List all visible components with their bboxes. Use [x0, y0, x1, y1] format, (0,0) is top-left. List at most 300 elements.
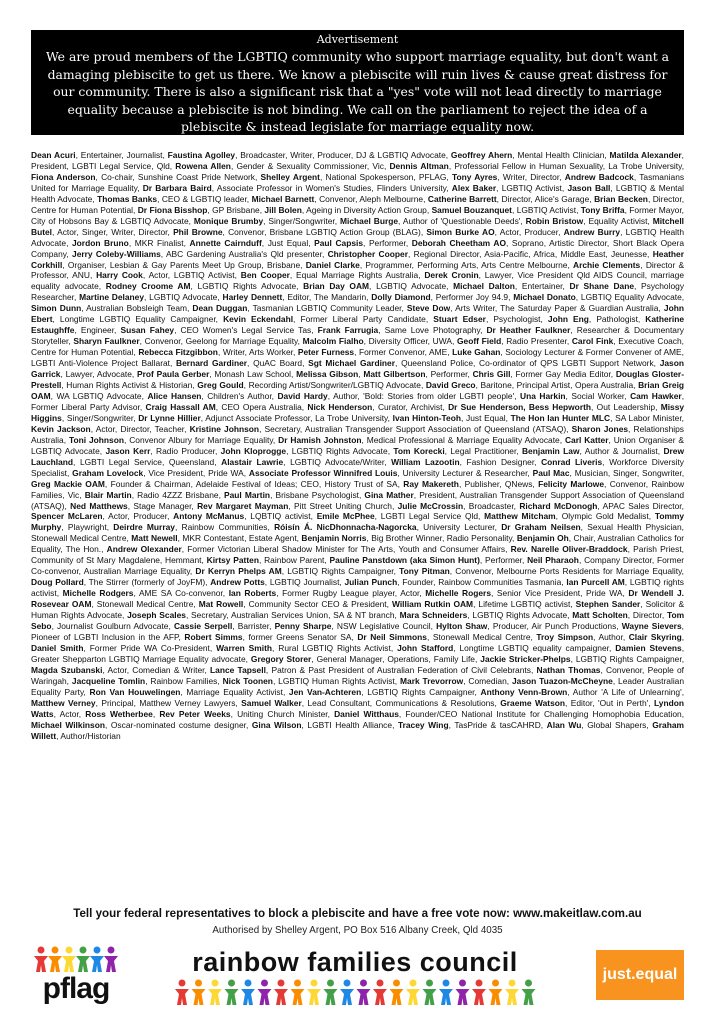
signatory-name: Frank Farrugia: [317, 325, 379, 336]
signatory-entry: Mitchell Butel, Actor, Singer, Writer, Director,: [31, 215, 685, 237]
signatory-entry: Prof Paula Gerber, Monash Law School,: [137, 369, 297, 380]
signatory-entry: Matthew Verney, Principal, Matthew Verney Lawyers,: [31, 697, 242, 708]
signatory-name: Felicity Marlowe: [538, 478, 605, 489]
figure-head: [66, 947, 73, 954]
signatory-entry: The Hon Ian Hunter MLC, SA Labor Minister,: [510, 412, 684, 423]
figure-body: [489, 989, 503, 1005]
signatory-description: Stage Manager: [133, 500, 192, 511]
signatory-entry: Rebecca Fitzgibbon, Writer, Arts Worker,: [138, 347, 298, 358]
figure-body: [104, 956, 118, 972]
signatory-entry: Michael Dalton, Entertainer,: [453, 281, 570, 292]
signatory-description: Former Gay Media Editor: [515, 369, 611, 380]
signatory-name: Rebecca Fitzgibbon: [138, 347, 218, 358]
signatory-entry: William Lazootin, Fashion Designer,: [391, 456, 542, 467]
signatory-name: Troy Simpson: [536, 631, 594, 642]
signatory-entry: Ray Makereth, Publisher, QNews,: [403, 478, 539, 489]
figure-body: [208, 989, 222, 1005]
signatory-name: Stuart Edser: [433, 314, 486, 325]
logo-strip: [0, 945, 715, 1010]
signatory-name: Paul Martin: [224, 489, 271, 500]
signatory-description: Actor, Producer: [108, 511, 168, 522]
figure-body: [324, 989, 338, 1005]
signatory-entry: Gina Wilson, LGBTI Health Alliance,: [251, 719, 398, 730]
signatory-description: Psychology Researcher: [31, 281, 685, 303]
signatory-description: Former Liberal Party Candidate: [300, 314, 426, 325]
advertisement-text: We are proud members of the LGBTIQ community who support marriage equality, but don't want a damaging plebiscite to get us there. We know a plebiscite will ruin lives & cause great distress for our community. There is also a significant risk that a "yes" vote will not lead directly to marriage equality because a plebiscite is not binding. We call on the parliament to reject the idea of a plebiscite & instead legislate for marriage equality now.: [45, 49, 670, 135]
signatory-description: Performer: [485, 555, 522, 566]
signatory-entry: Stuart Edser, Psychologist,: [433, 314, 548, 325]
signatory-entry: Jill Bolen, Ageing in Diversity Action Group,: [264, 204, 432, 215]
signatory-entry: Samuel Walker, Lead Consultant, Communications & Resolutions,: [241, 697, 501, 708]
rainbow-people-chain-icon: [170, 978, 540, 1008]
signatory-description: Olympic Gold Medalist: [561, 511, 649, 522]
signatory-description: General Manager, Operations, Family Life: [316, 653, 475, 664]
signatory-entry: Associate Professor Winnifred Louis, University Lecturer & Researcher,: [248, 467, 533, 478]
signatory-description: LQBTIQ activist: [250, 511, 311, 522]
signatory-entry: Antony McManus, LQBTIQ activist,: [173, 511, 317, 522]
figure-body: [225, 989, 239, 1005]
signatory-entry: Rev Margaret Mayman, Pitt Street Uniting Church,: [197, 500, 398, 511]
signatory-entry: Kirtsy Patten, Rainbow Parent,: [206, 555, 330, 566]
signatory-name: Malcolm Fialho: [302, 336, 364, 347]
signatory-description: Programmer, Performing Arts, Arts Centre Melbourne: [365, 259, 568, 270]
signatory-entry: Andrew Olexander, Former Victorian Liberal Shadow Minister for The Arts, Youth and Consumer Affairs,: [106, 544, 511, 555]
signatory-description: Author: [598, 631, 623, 642]
signatory-description: Recording Artist/Songwriter/LGBTIQ Advocate: [248, 380, 421, 391]
signatory-name: Melissa Gibson: [296, 369, 359, 380]
signatory-description: Director, Alice's Garage: [501, 193, 590, 204]
signatory-description: Radio Producer: [156, 445, 215, 456]
signatory-name: Cam Hawker: [630, 390, 682, 401]
signatory-name: Dr Sue Henderson, Bess Hepworth: [448, 401, 592, 412]
signatory-description: Musician, Singer, Songwriter: [574, 467, 682, 478]
signatory-description: Pathologist: [596, 314, 638, 325]
signatory-entry: Matthew Mitcham, Olympic Gold Medalist,: [484, 511, 655, 522]
signatory-name: Tracey Wing: [397, 719, 449, 730]
signatory-name: Joseph Scales: [127, 610, 186, 621]
signatory-name: David Greco: [425, 380, 476, 391]
signatory-description: Author & Journalist: [584, 445, 658, 456]
signatory-name: Andrew Burry: [563, 226, 621, 237]
signatory-entry: Deborah Cheetham AO, Soprano, Artistic Director, Short Black Opera Company,: [31, 237, 684, 259]
signatory-entry: Tom Korecki, Legal Practitioner,: [393, 445, 522, 456]
signatory-entry: Carl Katter, Union Organiser & LGBTIQ Advocate,: [31, 434, 685, 456]
signatory-description: Executive Coach, Centre for Human Potential: [31, 336, 685, 358]
signatory-name: Hylton Shaw: [436, 620, 488, 631]
signatory-entry: Gregory Storer, General Manager, Operations, Family Life,: [250, 653, 481, 664]
signatory-description: Just Equal: [466, 412, 506, 423]
signatory-description: Actor, Singer, Writer, Director: [57, 226, 168, 237]
signatory-entry: Cam Hawker, Former Liberal Party Advisor,: [31, 390, 685, 412]
signatory-description: Global Shapers: [587, 719, 647, 730]
figure-head: [179, 980, 186, 987]
signatory-name: Jason Garrick: [31, 358, 684, 380]
signatory-description: Workforce Diversity Specialist: [31, 456, 685, 478]
signatory-name: Rev. Narelle Oliver-Braddock: [510, 544, 628, 555]
signatory-entry: Dr Hamish Johnston, Medical Professional & Marriage Equality Advocate,: [278, 434, 565, 445]
figure-head: [80, 947, 87, 954]
signatory-description: Entertainer, Journalist: [80, 150, 163, 160]
signatory-description: Solicitor & Human Rights Advocate: [31, 599, 685, 621]
signatory-name: Daniel Smith: [31, 642, 84, 653]
signatory-entry: Warren Smith, Rural LGBTIQ Rights Activist,: [216, 642, 398, 653]
signatory-name: Deborah Cheetham AO: [411, 237, 506, 248]
signatory-entry: Matilda Alexander, President, LGBTI Legal Service, Qld,: [31, 150, 685, 171]
signatory-description: Author/Historian: [60, 730, 121, 741]
signatory-name: Michelle Rogers: [425, 588, 491, 599]
advertisement-label: Advertisement: [316, 33, 399, 46]
signatory-name: Christopher Cooper: [327, 248, 408, 259]
signatory-entry: Graeme Watson, Editor, 'Out in Perth',: [500, 697, 654, 708]
signatory-name: Craig Hassall AM: [145, 401, 216, 412]
signatory-name: John Kloprogge: [220, 445, 287, 456]
signatory-description: Writer, Director: [502, 171, 560, 182]
signatory-name: Cassie Serpell: [173, 620, 233, 631]
figure-head: [245, 980, 252, 987]
signatory-description: Social Worker: [571, 390, 625, 401]
signatory-description: Tasmanians United for Marriage Equality: [31, 171, 685, 193]
signatory-name: Richard McDonogh: [519, 500, 598, 511]
signatory-description: Senior Vice President, Pride WA: [496, 588, 623, 599]
signatory-description: Director & Professor, ANU: [31, 259, 685, 281]
signatory-name: Nick Henderson: [307, 401, 373, 412]
signatory-description: Founder/CEO National Institute for Challenging Homophobia Education: [405, 708, 682, 719]
figure-head: [228, 980, 235, 987]
signatory-entry: Rodney Croome AM, LGBTIQ Rights Advocate,: [105, 281, 304, 292]
signatory-entry: John Ebert, Longtime LGBTIQ Equality Campaigner,: [31, 303, 684, 325]
signatory-description: Parish Priest, Community of St Mary Magdalene, Hemmant: [31, 544, 684, 566]
signatory-name: Jackie Stricker-Phelps: [480, 653, 571, 664]
signatory-description: Fashion Designer: [466, 456, 535, 467]
signatory-name: Alastair Lawrie: [221, 456, 284, 467]
figure-body: [340, 989, 354, 1005]
signatory-description: Professorial Fellow in Human Sexuality, La Trobe University: [454, 160, 682, 171]
signatory-description: Lead Consultant, Communications & Resolutions: [307, 697, 495, 708]
signatory-description: Actor, LGBTIQ Activist: [148, 270, 235, 281]
signatory-entry: Benjamin Norris, Big Brother Winner, Radio Personality,: [301, 533, 517, 544]
figure-body: [48, 956, 62, 972]
signatory-name: Fiona Anderson: [31, 171, 96, 182]
figure-body: [522, 989, 536, 1005]
signatory-name: Alex Baker: [451, 182, 497, 193]
signatory-entry: Matt Newell, MKR Contestant, Estate Agent,: [131, 533, 302, 544]
signatory-name: Lance Tapsell: [210, 664, 266, 675]
figure-head: [278, 980, 285, 987]
signatory-description: The Stirrer (formerly of JoyFM): [88, 577, 206, 588]
signatory-name: Katherine Estaughffe: [31, 314, 685, 336]
signatory-entry: Anthony Venn-Brown, Author 'A Life of Unlearning',: [480, 686, 685, 697]
signatory-entry: Stephen Sander, Solicitor & Human Rights Advocate,: [31, 599, 685, 621]
signatory-description: Journalist Goulburn Advocate: [57, 620, 169, 631]
signatory-description: Lawyer, Vice President Qld AIDS Council, marriage equality advocate: [31, 270, 685, 292]
signatory-name: Shelley Argent: [260, 171, 320, 182]
signatory-description: Performer: [368, 237, 406, 248]
signatory-name: Toni Johnson: [68, 434, 124, 445]
signatory-description: Barrister: [237, 620, 270, 631]
signatory-entry: Paul Capsis, Performer,: [314, 237, 412, 248]
signatory-entry: Toni Johnson, Convenor Albury for Marriage Equality,: [68, 434, 279, 445]
signatory-name: Benjamin Norris: [301, 533, 367, 544]
signatory-name: David Hardy: [277, 390, 328, 401]
signatory-name: Robin Bristow: [525, 215, 584, 226]
signatory-description: Lifetime LGBTIQ activist: [478, 599, 571, 610]
signatory-description: Australian Bobsleigh Team: [86, 303, 188, 314]
call-to-action: Tell your federal representatives to block a plebiscite and have a free vote now: www.makeitlaw.com.au: [73, 907, 642, 920]
figure-body: [439, 989, 453, 1005]
signatory-entry: Alastair Lawrie, LGBTIQ Advocate/Writer,: [221, 456, 392, 467]
signatory-name: Mark Trevorrow: [400, 675, 464, 686]
signatory-entry: Rev. Narelle Oliver-Braddock, Parish Priest, Community of St Mary Magdalene, Hemmant,: [31, 544, 684, 566]
signatory-entry: Damien Stevens, Greater Shepparton LGBTIQ Marriage Equality advocate,: [31, 642, 685, 664]
signatory-description: LGBTIQ Health Advocate: [31, 226, 685, 248]
signatory-entry: Kristine Johnson, Secretary, Australian Transgender Support Association of Queensland (ATSAQ),: [189, 423, 572, 434]
figure-head: [443, 980, 450, 987]
signatory-entry: Julian Punch, Founder, Rainbow Communities Tasmania,: [344, 577, 567, 588]
signatory-entry: Bernard Gardiner, QuAC Board,: [176, 358, 309, 369]
signatory-name: Alan Wu: [546, 719, 582, 730]
signatory-name: Dr Fiona Bisshop: [137, 204, 208, 215]
signatory-description: LGBTIQ Rights Campaigner: [367, 686, 475, 697]
signatory-name: Ron Van Houwelingen: [89, 686, 181, 697]
signatory-name: Andrew Olexander: [106, 544, 182, 555]
signatory-description: President, Australian Transgender Support Association of Queensland (ATSAQ): [31, 489, 685, 511]
signatory-entry: Susan Fahey, CEO Women's Legal Service Tas,: [120, 325, 318, 336]
signatory-name: Jen Van-Achteren: [288, 686, 362, 697]
signatory-description: Stonewall Medical Centre: [96, 599, 194, 610]
signatory-name: Kirtsy Patten: [206, 555, 259, 566]
signatory-description: Psychologist: [493, 314, 541, 325]
signatory-entry: Mark Trevorrow, Comedian,: [400, 675, 512, 686]
signatory-entry: Dolly Diamond, Performer Joy 94.9,: [371, 292, 514, 303]
signatory-description: LGBTIQ Activist: [501, 182, 562, 193]
signatory-entry: Catherine Barrett, Director, Alice's Garage,: [427, 193, 595, 204]
figure-head: [509, 980, 516, 987]
signatory-entry: Dr Lynne Hillier, Adjunct Associate Professor, La Trobe University,: [138, 412, 393, 423]
signatory-name: Kevin Eckendahl: [223, 314, 294, 325]
figure-head: [360, 980, 367, 987]
pflag-wordmark: pflag: [42, 972, 110, 1005]
figure-head: [426, 980, 433, 987]
figure-head: [94, 947, 101, 954]
figure-head: [393, 980, 400, 987]
signatory-description: Gender & Sexuality Commissioner, Vic: [236, 160, 384, 171]
figure-body: [258, 989, 272, 1005]
rainbow-families-wordmark: rainbow families council: [192, 947, 518, 977]
signatory-name: William Rutkin OAM: [391, 599, 474, 610]
signatory-entry: Michael Barnett, Convenor, Aleph Melbourne,: [251, 193, 428, 204]
signatory-description: CEO & LGBTIQ leader: [161, 193, 247, 204]
signatory-description: Publisher, QNews: [464, 478, 533, 489]
signatory-name: Carol Fink: [571, 336, 614, 347]
signatory-description: AME SA Co-convenor: [138, 588, 223, 599]
signatory-entry: Michelle Rogers, Senior Vice President, Pride WA,: [425, 588, 629, 599]
signatory-name: Michael Dalton: [453, 281, 515, 292]
signatory-description: Founder & Chairman, Adelaide Festival of Ideas; CEO, History Trust of SA: [110, 478, 398, 489]
signatory-name: Ned Matthews: [70, 500, 128, 511]
signatory-description: Same Love Photography: [384, 325, 481, 336]
signatory-entry: Tony Briffa, Former Mayor, City of Hobsons Bay & LGBTIQ Advocate,: [31, 204, 684, 226]
signatory-description: Radio 4ZZZ Brisbane: [137, 489, 219, 500]
signatory-name: Sgt Michael Gardiner: [308, 358, 396, 369]
signatory-entry: Dr Heather Faulkner, Researcher & Documentary Storyteller,: [31, 325, 684, 347]
signatory-name: Paul Capsis: [314, 237, 364, 248]
signatory-name: Harry Cook: [96, 270, 143, 281]
signatory-name: Dr Kerryn Phelps AM: [195, 566, 282, 577]
signatory-entry: Lance Tapsell, Patron & Past President of Australian Federation of Civil Celebrants,: [210, 664, 537, 675]
signatory-description: Convenor, Brisbane LGBTIQ Action Group (BLAG): [228, 226, 421, 237]
signatory-entry: Wayne Sievers, Pioneer of LGBTI Inclusion in the AFP,: [31, 620, 684, 642]
figure-head: [212, 980, 219, 987]
signatory-entry: Conrad Liveris, Workforce Diversity Specialist,: [31, 456, 685, 478]
figure-head: [108, 947, 115, 954]
signatory-description: Author 'A Life of Unlearning': [572, 686, 682, 697]
signatory-entry: Nathan Thomas, Convenor, People of Waringah,: [31, 664, 685, 686]
signatory-name: Julian Punch: [344, 577, 398, 588]
signatory-name: Monique Brumby: [193, 215, 264, 226]
figure-body: [34, 956, 48, 972]
signatory-description: Editor, 'Out in Perth': [570, 697, 649, 708]
signatory-entry: Monique Brumby, Singer/Songwriter,: [193, 215, 340, 226]
signatory-entry: Deirdre Murray, Rainbow Communities,: [113, 522, 275, 533]
signatory-name: Geoff Field: [456, 336, 502, 347]
signatory-name: Dr Wendell J. Rosevear OAM: [31, 588, 684, 610]
signatory-entry: John Eng, Pathologist,: [547, 314, 646, 325]
signatory-name: Jill Bolen: [264, 204, 302, 215]
signatory-entry: Ron Van Houwelingen, Marriage Equality Activist,: [89, 686, 289, 697]
signatory-description: Union Organiser & LGBTIQ Advocate: [31, 434, 685, 456]
signatory-name: Gina Wilson: [251, 719, 302, 730]
signatory-entry: Steve Dow, Arts Writer, The Saturday Paper & Guardian Australia,: [406, 303, 664, 314]
signatory-description: Convenor, Rainbow Families, Vic: [31, 478, 685, 500]
signatory-entry: Cassie Serpell, Barrister,: [173, 620, 275, 631]
figure-body: [62, 956, 76, 972]
figure-body: [406, 989, 420, 1005]
signatory-entry: Blair Martin, Radio 4ZZZ Brisbane,: [84, 489, 224, 500]
figure-body: [291, 989, 305, 1005]
signatory-name: Lyndon Watts: [31, 697, 685, 719]
signatory-entry: Heather Corkhill, Organiser, Lesbian & Gay Parents Meet Up Group, Brisbane,: [31, 248, 685, 270]
signatory-entry: Kevin Jackson, Actor, Director, Teacher,: [31, 423, 190, 434]
signatory-entry: Gina Mather, President, Australian Transgender Support Association of Queensland (ATSAQ),: [31, 489, 685, 511]
signatory-entry: Benjamin Law, Author & Journalist,: [521, 445, 664, 456]
signatory-entry: Hylton Shaw, Producer, Air Punch Productions,: [436, 620, 622, 631]
signatory-description: ABC Gardening Australia's Qld presenter: [165, 248, 322, 259]
figure-head: [311, 980, 318, 987]
signatory-entry: Phil Browne, Convenor, Brisbane LGBTIQ Action Group (BLAG),: [173, 226, 427, 237]
signatory-name: Samuel Walker: [241, 697, 302, 708]
signatory-name: Dolly Diamond: [371, 292, 431, 303]
signatory-description: Relationships Australia: [31, 423, 684, 445]
signatory-entry: Greg Gould, Recording Artist/Songwriter/LGBTIQ Advocate,: [197, 380, 426, 391]
signatory-entry: Ivan Hinton-Teoh, Just Equal,: [392, 412, 511, 423]
figure-head: [492, 980, 499, 987]
signatory-description: Broadcaster, Writer, Producer, DJ & LGBTIQ Advocate: [240, 150, 446, 160]
signatory-description: LGBTIQ Human Rights Activist: [278, 675, 395, 686]
signatory-name: Derek Cronin: [424, 270, 479, 281]
signatory-name: Dean Acuri: [31, 150, 76, 160]
signatory-entry: Greg Mackie OAM, Founder & Chairman, Adelaide Festival of Ideas; CEO, History Trust of SA,: [31, 478, 404, 489]
signatory-description: Comedian: [468, 675, 507, 686]
signatory-name: Brian Becken: [594, 193, 648, 204]
signatory-entry: Paul Martin, Brisbane Psychologist,: [224, 489, 365, 500]
signatory-name: Michelle Rodgers: [62, 588, 134, 599]
signatory-description: Vice President, Pride WA: [148, 467, 244, 478]
signatory-entry: Jason Kerr, Radio Producer,: [105, 445, 221, 456]
signatory-entry: Andrew Burry, LGBTIQ Health Advocate,: [31, 226, 685, 248]
signatory-description: Equal Marriage Rights Australia: [296, 270, 419, 281]
signatory-name: Tony Ayres: [451, 171, 498, 182]
signatory-description: Former Liberal Party Advisor: [31, 401, 140, 412]
signatory-name: Dr Shane Dane: [569, 281, 635, 292]
signatory-entry: Troy Simpson, Author,: [536, 631, 629, 642]
authorisation-line: Authorised by Shelley Argent, PO Box 516 Albany Creek, Qld 4035: [212, 925, 503, 936]
signatory-name: Tommy Murphy: [31, 511, 685, 533]
signatory-entry: Samuel Bouzanquet, LGBTIQ Activist,: [431, 204, 581, 215]
signatory-description: LGBTIQ Advocate/Writer: [290, 456, 385, 467]
signatory-description: Tasmanian LGBTIQ Community Leader: [252, 303, 402, 314]
signatory-description: Founder, Rainbow Communities Tasmania: [402, 577, 562, 588]
signatory-name: Sharyn Faulkner: [73, 336, 140, 347]
signatory-entry: Dr Sue Henderson, Bess Hepworth, Out Leadership,: [448, 401, 661, 412]
signatory-description: CEO Women's Legal Service Tas: [180, 325, 312, 336]
signatory-description: Marriage Equality Activist: [186, 686, 283, 697]
signatory-description: Queensland Police, Co-ordinator of QPS LGBTI Support Network: [401, 358, 654, 369]
signatory-entry: Mat Rowell, Community Sector CEO & President,: [198, 599, 392, 610]
signatory-description: Secretary, Australian Transgender Support Association of Queensland (ATSAQ): [264, 423, 567, 434]
signatory-entry: Dr Fiona Bisshop, GP Brisbane,: [137, 204, 265, 215]
signatory-name: Doug Pollard: [31, 577, 84, 588]
figure-head: [261, 980, 268, 987]
signatory-name: John Stafford: [397, 642, 454, 653]
signatory-name: Paul Mac: [532, 467, 570, 478]
figure-head: [294, 980, 301, 987]
signatory-name: Tony Briffa: [580, 204, 625, 215]
figure-body: [373, 989, 387, 1005]
signatory-entry: Dr Shane Dane, Psychology Researcher,: [31, 281, 685, 303]
signatory-description: Performer: [430, 369, 468, 380]
signatory-description: Patron & Past President of Australian Federation of Civil Celebrants: [271, 664, 531, 675]
signatory-entry: Archie Clements, Director & Professor, ANU,: [31, 259, 685, 281]
signatory-name: Emile McPhee: [316, 511, 375, 522]
signatory-description: Broadcaster: [468, 500, 514, 511]
signatory-description: Author, 'Bold: Stories from older LGBTI people': [333, 390, 515, 401]
signatory-description: Adjunct Associate Professor, La Trobe University: [205, 412, 388, 423]
signatory-entry: Doug Pollard, The Stirrer (formerly of JoyFM),: [31, 577, 211, 588]
signatory-description: Actor: [59, 708, 79, 719]
signatory-description: Former Pride WA Co-President: [89, 642, 210, 653]
signatory-description: LGBTIQ & Mental Health Advocate: [31, 182, 684, 204]
signatory-entry: Andrew Potts, LGBTIQ Journalist,: [210, 577, 345, 588]
signatory-description: Author of 'Questionable Deeds': [402, 215, 521, 226]
signatory-description: Researcher & Documentary Storyteller: [31, 325, 684, 347]
figure-head: [377, 980, 384, 987]
signatory-entry: Sharyn Faulkner, Convenor, Geelong for Marriage Equality,: [73, 336, 303, 347]
signatory-name: Greg Mackie OAM: [31, 478, 105, 489]
figure-body: [423, 989, 437, 1005]
signatory-description: Rainbow Communities: [181, 522, 268, 533]
signatory-name: Dean Duggan: [192, 303, 248, 314]
signatory-entry: Paul Mac, Musician, Singer, Songwriter,: [532, 467, 685, 478]
signatory-description: Writer, Arts Worker: [222, 347, 293, 358]
signatory-entry: Magda Szubanski, Actor, Comedian & Writer,: [31, 664, 211, 675]
signatory-name: Róisín Á. NicDhonnacha-Nagorcka: [274, 522, 417, 533]
signatory-description: Co-chair, Sunshine Coast Pride Network: [101, 171, 255, 182]
signatory-description: Rainbow Families: [150, 675, 218, 686]
signatory-description: Actor, Comedian & Writer: [107, 664, 205, 675]
signatory-description: Arts Writer, The Saturday Paper & Guardian Australia: [455, 303, 659, 314]
figure-body: [76, 956, 90, 972]
signatory-entry: David Greco, Baritone, Principal Artist, Opera Australia,: [425, 380, 639, 391]
